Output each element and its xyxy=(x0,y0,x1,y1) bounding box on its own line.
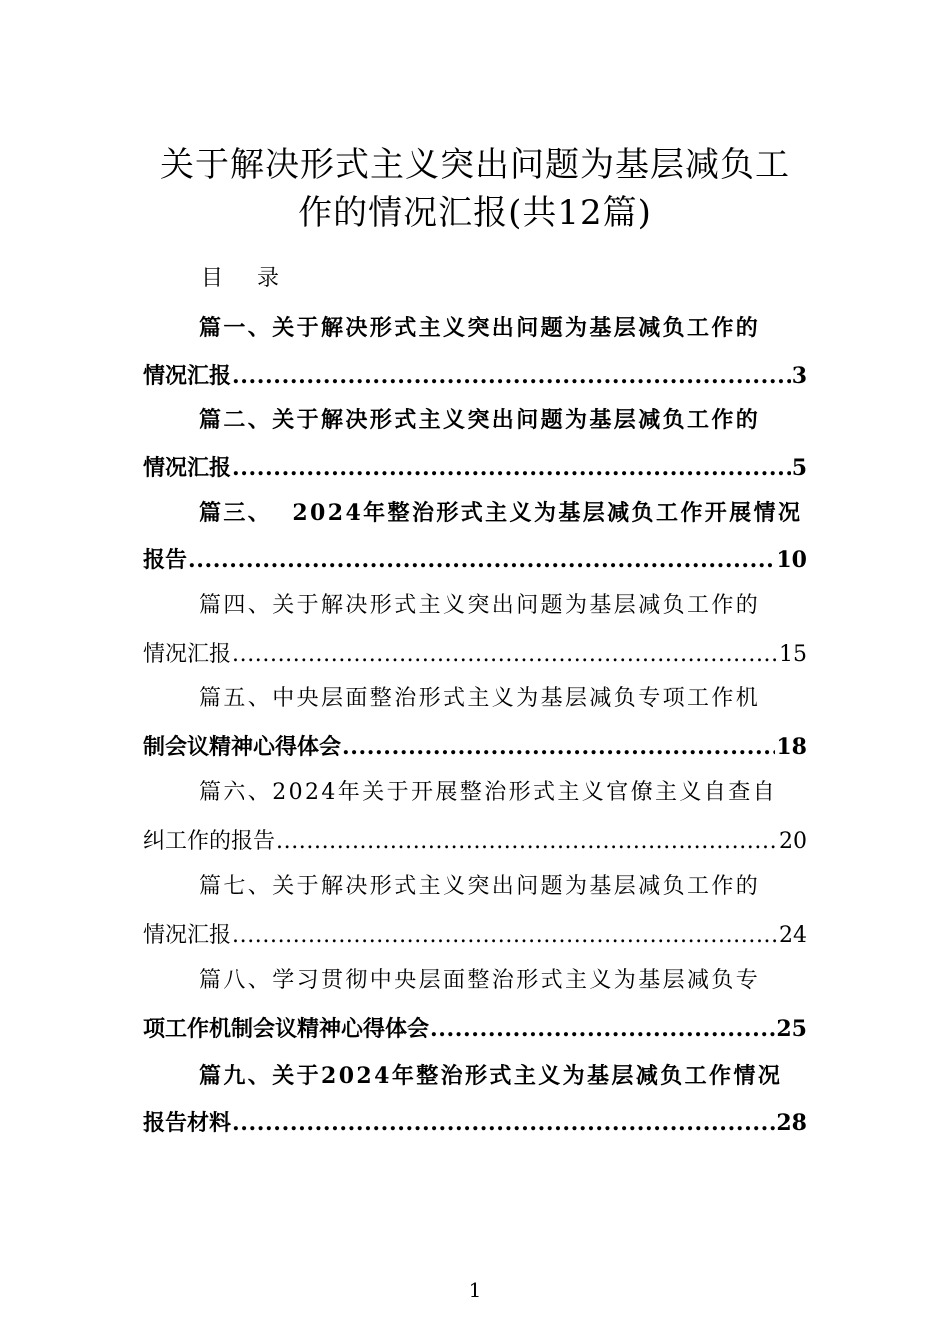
dot-leader xyxy=(232,361,791,391)
toc-entry-8-continuation[interactable] xyxy=(143,1014,807,1044)
toc-entry-3-title[interactable]: 篇三、 2024年整治形式主义为基层减负工作开展情况 xyxy=(199,500,803,526)
toc-heading xyxy=(201,263,279,295)
toc-entry-9-title[interactable]: 篇九、关于2024年整治形式主义为基层减负工作情况 xyxy=(199,1063,783,1089)
dot-leader xyxy=(342,732,775,762)
toc-entry-9-title-end: 报告材料 xyxy=(143,1110,232,1136)
toc-entry-6-title-end: 纠工作的报告 xyxy=(143,829,276,854)
toc-entry-2-page: 5 xyxy=(791,455,807,481)
dot-leader xyxy=(188,545,775,575)
toc-entry-9-continuation[interactable] xyxy=(143,1108,807,1138)
dot-leader xyxy=(232,453,791,483)
toc-entry-4-title[interactable]: 篇四、关于解决形式主义突出问题为基层减负工作的 xyxy=(199,593,761,618)
toc-entry-7-title-end: 情况汇报 xyxy=(143,923,232,948)
toc-entry-3-title-end: 报告 xyxy=(143,547,188,573)
toc-heading-char-1: 目 xyxy=(201,266,224,291)
page-number: 1 xyxy=(468,1278,482,1302)
toc-entry-6-title[interactable]: 篇六、2024年关于开展整治形式主义官僚主义自查自 xyxy=(199,780,777,805)
dot-leader xyxy=(276,827,778,857)
toc-entry-5-continuation[interactable] xyxy=(143,732,807,762)
dot-leader xyxy=(232,640,778,670)
toc-entry-1-title-end: 情况汇报 xyxy=(143,363,232,389)
toc-entry-5-title[interactable]: 篇五、中央层面整治形式主义为基层减负专项工作机 xyxy=(199,686,761,711)
toc-entry-6-page: 20 xyxy=(779,829,807,854)
toc-entry-2-title[interactable]: 篇二、关于解决形式主义突出问题为基层减负工作的 xyxy=(199,407,761,433)
toc-entry-2-title-end: 情况汇报 xyxy=(143,455,232,481)
toc-entry-8-title[interactable]: 篇八、学习贯彻中央层面整治形式主义为基层减负专 xyxy=(199,968,761,993)
document-title-line-1: 关于解决形式主义突出问题为基层减负工 xyxy=(160,145,790,185)
toc-entry-6-continuation[interactable] xyxy=(143,827,807,857)
dot-leader xyxy=(430,1014,775,1044)
toc-entry-7-page: 24 xyxy=(779,923,807,948)
toc-entry-1-page: 3 xyxy=(791,363,807,389)
toc-entry-4-continuation[interactable] xyxy=(143,640,807,670)
dot-leader xyxy=(232,1108,775,1138)
toc-entry-1-continuation[interactable] xyxy=(143,361,807,391)
toc-heading-char-2: 录 xyxy=(257,266,280,291)
toc-entry-5-title-end: 制会议精神心得体会 xyxy=(143,734,342,760)
toc-entry-1-title[interactable]: 篇一、关于解决形式主义突出问题为基层减负工作的 xyxy=(199,315,761,341)
toc-entry-7-continuation[interactable] xyxy=(143,921,807,951)
document-title-line-2: 作的情况汇报(共12篇) xyxy=(298,193,652,233)
toc-entry-5-page: 18 xyxy=(776,734,807,760)
toc-entry-8-page: 25 xyxy=(776,1016,807,1042)
toc-entry-4-page: 15 xyxy=(779,642,807,667)
dot-leader xyxy=(232,921,778,951)
toc-entry-9-page: 28 xyxy=(776,1110,807,1136)
toc-entry-3-continuation[interactable] xyxy=(143,545,807,575)
toc-entry-2-continuation[interactable] xyxy=(143,453,807,483)
toc-entry-3-page: 10 xyxy=(776,547,807,573)
toc-entry-7-title[interactable]: 篇七、关于解决形式主义突出问题为基层减负工作的 xyxy=(199,874,761,899)
toc-entry-8-title-end: 项工作机制会议精神心得体会 xyxy=(143,1016,430,1042)
toc-entry-4-title-end: 情况汇报 xyxy=(143,642,232,667)
